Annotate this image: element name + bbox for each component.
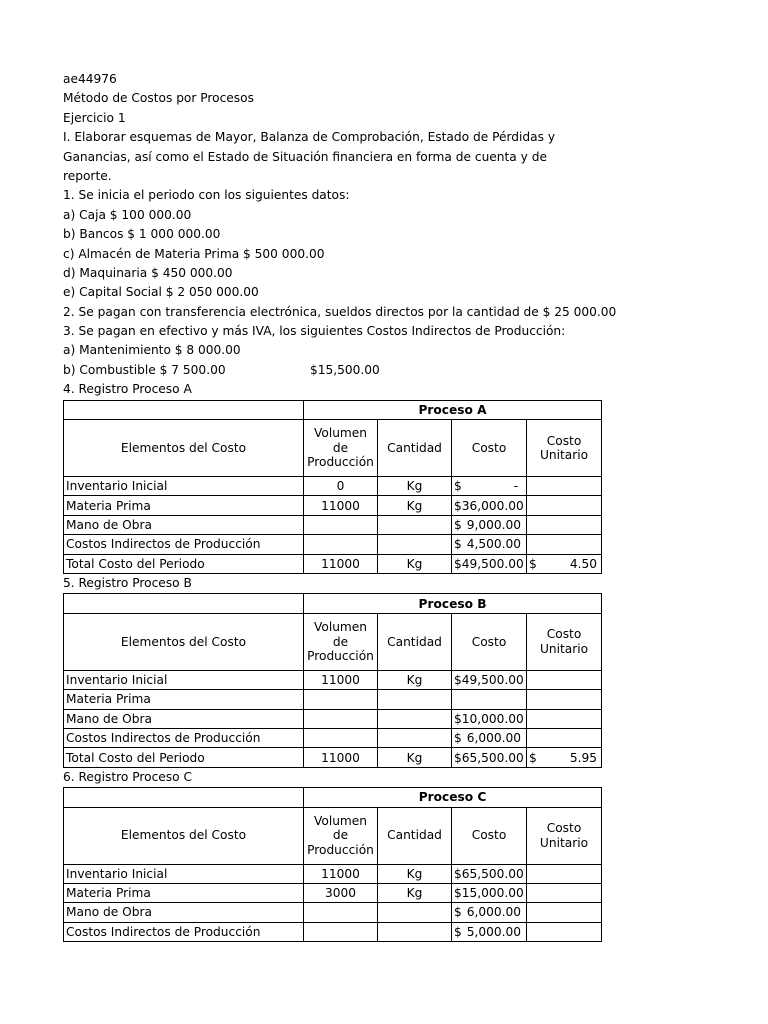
cost-cell (452, 922, 527, 941)
table-row (64, 922, 602, 941)
title-row (64, 788, 602, 807)
process-title: Proceso A (304, 400, 602, 419)
cost-element-label: Mano de Obra (64, 903, 304, 922)
unit-cost-cell (527, 922, 602, 941)
document-id: ae44976 (63, 72, 117, 86)
header-elementos: Elementos del Costo (64, 420, 304, 477)
volume-cell: 11000 (304, 748, 378, 767)
header-row (64, 807, 602, 864)
cost-element-label: Materia Prima (64, 883, 304, 902)
quantity-unit-cell (378, 535, 452, 554)
cost-value: $36,000.00 (454, 498, 524, 513)
quantity-unit-cell: Kg (378, 496, 452, 515)
header-costo-unitario: Costo Unitario (527, 420, 602, 477)
document-title: Método de Costos por Procesos (63, 91, 254, 106)
header-volumen: Volumen de Producción (304, 420, 378, 477)
instruction-line-3: reporte. (63, 168, 112, 183)
step-1-c: c) Almacén de Materia Prima $ 500 000.00 (63, 246, 325, 261)
table-row (64, 554, 602, 573)
document-page (63, 70, 623, 942)
currency-symbol: $ (454, 479, 462, 494)
volume-cell (304, 709, 378, 728)
cost-element-label: Costos Indirectos de Producción (64, 728, 304, 747)
table-row (64, 883, 602, 902)
table-row (64, 535, 602, 554)
volume-cell: 11000 (304, 864, 378, 883)
unit-cost-cell (527, 515, 602, 534)
blank-cell (64, 594, 304, 613)
step-3: 3. Se pagan en efectivo y más IVA, los siguientes Costos Indirectos de Producción: (63, 324, 566, 339)
cost-value: 4,500.00 (466, 537, 522, 552)
cost-value: $15,000.00 (454, 886, 524, 901)
currency-symbol: $ (454, 537, 462, 552)
volume-cell: 11000 (304, 554, 378, 573)
instruction-line-2: Ganancias, así como el Estado de Situación financiera en forma de cuenta y de (63, 149, 547, 164)
volume-cell: 3000 (304, 883, 378, 902)
volume-cell (304, 728, 378, 747)
cost-cell (452, 477, 527, 496)
currency-symbol: $ (454, 924, 462, 939)
cost-cell (452, 748, 527, 767)
table-row (64, 709, 602, 728)
cost-value: $49,500.00 (454, 556, 524, 571)
volume-cell: 11000 (304, 670, 378, 689)
cost-amount (454, 729, 524, 747)
cost-element-label: Inventario Inicial (64, 864, 304, 883)
cost-value: 6,000.00 (466, 731, 522, 746)
cost-element-label: Mano de Obra (64, 515, 304, 534)
quantity-unit-cell: Kg (378, 554, 452, 573)
volume-cell (304, 922, 378, 941)
cost-element-label: Mano de Obra (64, 709, 304, 728)
cost-element-label: Inventario Inicial (64, 477, 304, 496)
unit-cost-cell (527, 496, 602, 515)
process-title: Proceso C (304, 788, 602, 807)
unit-cost-cell (527, 690, 602, 709)
step-1-a: a) Caja $ 100 000.00 (63, 207, 192, 222)
proceso-c-table (63, 787, 602, 942)
step-4: 4. Registro Proceso A (63, 382, 192, 397)
quantity-unit-cell (378, 690, 452, 709)
cost-amount (454, 535, 524, 553)
currency-symbol: $ (529, 556, 537, 571)
cost-element-label: Total Costo del Periodo (64, 748, 304, 767)
step-2: 2. Se pagan con transferencia electrónica, sueldos directos por la cantidad de $ 25 000.00 (63, 304, 617, 319)
header-costo-unitario: Costo Unitario (527, 807, 602, 864)
cost-element-label: Materia Prima (64, 690, 304, 709)
cost-amount (454, 923, 524, 941)
unit-cost-cell (527, 554, 602, 573)
instruction-line-1: I. Elaborar esquemas de Mayor, Balanza de Comprobación, Estado de Pérdidas y (63, 130, 556, 145)
header-elementos: Elementos del Costo (64, 613, 304, 670)
volume-cell (304, 690, 378, 709)
cost-cell (452, 554, 527, 573)
unit-cost-cell (527, 477, 602, 496)
table-row (64, 477, 602, 496)
title-row (64, 400, 602, 419)
cost-element-label: Costos Indirectos de Producción (64, 922, 304, 941)
unit-cost-cell (527, 535, 602, 554)
cost-amount (454, 516, 524, 534)
unit-cost-amount (529, 749, 599, 767)
header-costo-unitario: Costo Unitario (527, 613, 602, 670)
cost-element-label: Materia Prima (64, 496, 304, 515)
quantity-unit-cell: Kg (378, 670, 452, 689)
blank-cell (64, 788, 304, 807)
blank-cell (64, 400, 304, 419)
header-elementos: Elementos del Costo (64, 807, 304, 864)
proceso-b-table (63, 593, 602, 767)
step-1-e: e) Capital Social $ 2 050 000.00 (63, 285, 259, 300)
unit-cost-cell (527, 864, 602, 883)
header-volumen: Volumen de Producción (304, 613, 378, 670)
step-1: 1. Se inicia el periodo con los siguientes datos: (63, 188, 350, 203)
volume-cell (304, 903, 378, 922)
step-3-b-text: b) Combustible $ 7 500.00 (63, 362, 226, 377)
unit-cost-amount (529, 555, 599, 573)
header-costo: Costo (452, 807, 527, 864)
cost-value: 5,000.00 (466, 924, 522, 939)
quantity-unit-cell (378, 728, 452, 747)
volume-cell: 0 (304, 477, 378, 496)
currency-symbol: $ (454, 518, 462, 532)
table-row (64, 748, 602, 767)
cost-cell (452, 903, 527, 922)
unit-cost-cell (527, 728, 602, 747)
table-row (64, 515, 602, 534)
cost-cell (452, 709, 527, 728)
volume-cell: 11000 (304, 496, 378, 515)
cost-element-label: Total Costo del Periodo (64, 554, 304, 573)
exercise-label: Ejercicio 1 (63, 110, 126, 125)
step-5: 5. Registro Proceso B (63, 575, 192, 590)
table-row (64, 496, 602, 515)
proceso-a-table (63, 400, 602, 574)
cost-amount (454, 903, 524, 921)
unit-cost-cell (527, 748, 602, 767)
currency-symbol: $ (454, 905, 462, 920)
quantity-unit-cell: Kg (378, 748, 452, 767)
step-6: 6. Registro Proceso C (63, 769, 192, 784)
title-row (64, 594, 602, 613)
cost-cell (452, 670, 527, 689)
cost-cell (452, 883, 527, 902)
process-title: Proceso B (304, 594, 602, 613)
step-3-total: $15,500.00 (310, 362, 380, 377)
unit-cost-cell (527, 709, 602, 728)
header-cantidad: Cantidad (378, 613, 452, 670)
step-1-b: b) Bancos $ 1 000 000.00 (63, 227, 221, 242)
table-row (64, 864, 602, 883)
header-row (64, 613, 602, 670)
cost-cell (452, 728, 527, 747)
table-row (64, 728, 602, 747)
cost-amount (454, 477, 524, 495)
header-costo: Costo (452, 613, 527, 670)
cost-cell (452, 690, 527, 709)
cost-value: $65,500.00 (454, 750, 524, 765)
quantity-unit-cell: Kg (378, 864, 452, 883)
step-3-b (63, 361, 623, 380)
cost-value: $65,500.00 (454, 866, 524, 881)
table-row (64, 903, 602, 922)
table-row (64, 690, 602, 709)
cost-value: 9,000.00 (466, 518, 522, 532)
quantity-unit-cell (378, 903, 452, 922)
currency-symbol: $ (454, 731, 462, 746)
unit-cost-cell (527, 903, 602, 922)
cost-cell (452, 496, 527, 515)
cost-element-label: Inventario Inicial (64, 670, 304, 689)
table-row (64, 670, 602, 689)
cost-value: - (513, 479, 518, 494)
quantity-unit-cell: Kg (378, 883, 452, 902)
cost-element-label: Costos Indirectos de Producción (64, 535, 304, 554)
quantity-unit-cell (378, 922, 452, 941)
header-volumen: Volumen de Producción (304, 807, 378, 864)
header-cantidad: Cantidad (378, 420, 452, 477)
cost-cell (452, 864, 527, 883)
cost-value: $10,000.00 (454, 711, 524, 726)
step-3-a: a) Mantenimiento $ 8 000.00 (63, 343, 241, 358)
cost-value: $49,500.00 (454, 672, 524, 687)
header-row (64, 420, 602, 477)
cost-cell (452, 515, 527, 534)
step-1-d: d) Maquinaria $ 450 000.00 (63, 265, 233, 280)
header-cantidad: Cantidad (378, 807, 452, 864)
unit-cost-value: 4.50 (569, 556, 598, 571)
volume-cell (304, 515, 378, 534)
currency-symbol: $ (529, 750, 537, 765)
cost-value: 6,000.00 (466, 905, 522, 920)
unit-cost-cell (527, 883, 602, 902)
unit-cost-cell (527, 670, 602, 689)
quantity-unit-cell (378, 709, 452, 728)
cost-cell (452, 535, 527, 554)
volume-cell (304, 535, 378, 554)
header-costo: Costo (452, 420, 527, 477)
unit-cost-value: 5.95 (569, 750, 598, 765)
quantity-unit-cell (378, 515, 452, 534)
quantity-unit-cell: Kg (378, 477, 452, 496)
